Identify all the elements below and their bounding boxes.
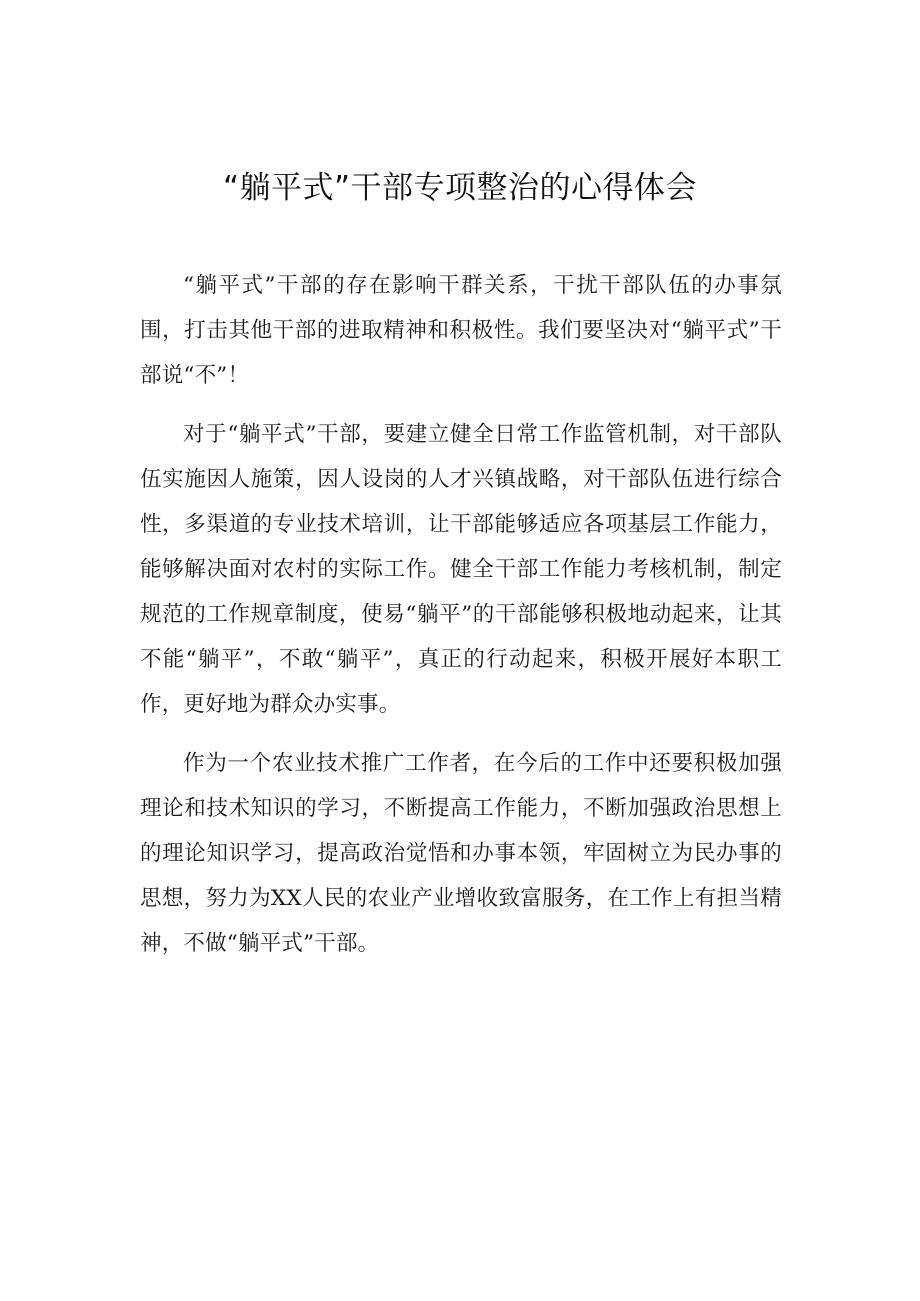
paragraph-1: “躺平式”干部的存在影响干群关系，干扰干部队伍的办事氛围，打击其他干部的进取精神和积极性。我们要坚决对“躺平式”干部说“不”！ xyxy=(140,273,782,388)
document-title: “躺平式”干部专项整治的心得体会 xyxy=(222,170,698,206)
document-body xyxy=(140,263,782,980)
paragraph-3: 作为一个农业技术推广工作者，在今后的工作中还要积极加强理论和技术知识的学习，不断提高工作能力，不断加强政治思想上的理论知识学习，提高政治觉悟和办事本领，牢固树立为民办事的思想，努力为XX人民的农业产业增收致富服务，在工作上有担当精神，不做“躺平式”干部。 xyxy=(140,751,782,956)
paragraph-2: 对于“躺平式”干部，要建立健全日常工作监管机制，对干部队伍实施因人施策，因人设岗的人才兴镇战略，对干部队伍进行综合性，多渠道的专业技术培训，让干部能够适应各项基层工作能力，能够解决面对农村的实际工作。健全干部工作能力考核机制，制定规范的工作规章制度，使易“躺平”的干部能够积极地动起来，让其不能“躺平”，不敢“躺平”，真正的行动起来，积极开展好本职工作，更好地为群众办实事。 xyxy=(140,422,782,717)
